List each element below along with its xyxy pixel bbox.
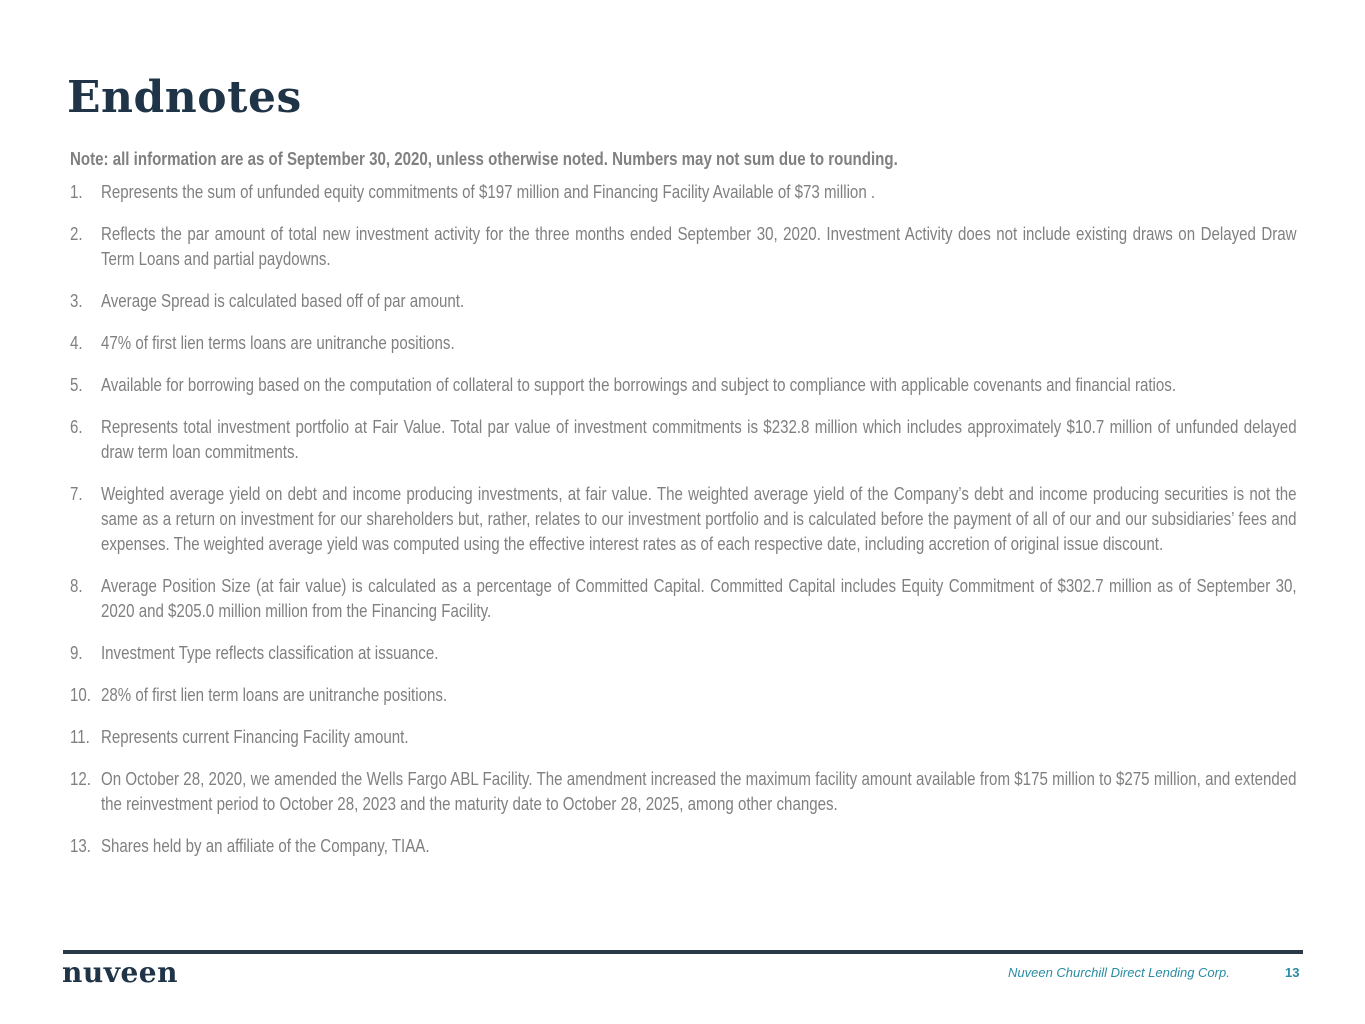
page-title: Endnotes [67,72,302,123]
footer-divider [63,950,1303,954]
endnote-number: 11. [70,726,90,747]
endnote-text: Available for borrowing based on the computation of collateral to support the borrowings and subject to compliance with applicable covenants and financial ratios. [100,374,1177,395]
endnote-number: 13. [70,835,91,856]
endnote-item [70,330,1297,355]
endnote-text: Represents total investment portfolio at Fair Value. Total par value of investment commitments is $232.8 million which includes approximately $10.7 million of unfunded delayed draw term loan commitments. [100,416,1297,462]
endnote-item [70,179,1297,204]
endnote-item [70,766,1297,816]
endnote-number: 1. [70,181,83,202]
endnote-text: 28% of first lien term loans are unitranche positions. [100,684,448,705]
endnote-item [70,640,1297,665]
endnote-text: Average Spread is calculated based off of par amount. [100,290,465,311]
endnote-number: 3. [70,290,83,311]
endnote-item [70,682,1297,707]
endnotes-list [70,179,1297,858]
endnote-item [70,724,1297,749]
endnote-item [70,288,1297,313]
endnote-item [70,414,1297,464]
endnote-item [70,221,1297,271]
endnote-text: Shares held by an affiliate of the Company, TIAA. [100,835,430,856]
endnote-number: 5. [70,374,83,395]
endnote-item [70,372,1297,397]
endnote-text: Represents current Financing Facility amount. [100,726,409,747]
page-number: 13 [1285,965,1300,980]
endnote-text: Investment Type reflects classification at issuance. [100,642,439,663]
endnote-text: Weighted average yield on debt and income producing investments, at fair value. The weighted average yield of the Company’s debt and income producing securities is not the same as a return on investment for our shareholders but, rather, relates to our investment portfolio and is calculated before the payment of all of our and our subsidiaries’ fees and expenses. The weighted average yield was computed using the effective interest rates as of each respective date, including accretion of original issue discount. [100,483,1297,554]
endnote-text: On October 28, 2020, we amended the Wells Fargo ABL Facility. The amendment increased the maximum facility amount available from $175 million to $275 million, and extended the reinvestment period to October 28, 2023 and the maturity date to October 28, 2025, among other changes. [100,768,1297,814]
endnote-number: 7. [70,483,83,504]
nuveen-logo: nuveen [62,956,178,989]
endnote-number: 2. [70,223,83,244]
endnote-text: Represents the sum of unfunded equity commitments of $197 million and Financing Facility Available of $73 million . [100,181,876,202]
endnote-number: 8. [70,575,83,596]
endnote-text: Average Position Size (at fair value) is calculated as a percentage of Committed Capital. Committed Capital includes Equity Commitment of $302.7 million as of September 30, 2020 and $205.0 million million from the Financing Facility. [100,575,1297,621]
endnote-number: 4. [70,332,83,353]
endnote-text: Reflects the par amount of total new investment activity for the three months ended September 30, 2020. Investment Activity does not include existing draws on Delayed Draw Term Loans and partial paydowns. [100,223,1297,269]
note-text: Note: all information are as of September 30, 2020, unless otherwise noted. Numbers may not sum due to rounding. [70,148,898,169]
endnote-number: 6. [70,416,83,437]
endnote-number: 12. [70,768,91,789]
endnote-item [70,573,1297,623]
endnote-number: 10. [70,684,91,705]
footer-company: Nuveen Churchill Direct Lending Corp. [1008,965,1230,980]
endnote-item [70,481,1297,556]
endnote-item [70,833,1297,858]
endnotes-body [70,146,1297,875]
endnote-number: 9. [70,642,83,663]
endnote-text: 47% of first lien terms loans are unitranche positions. [100,332,455,353]
